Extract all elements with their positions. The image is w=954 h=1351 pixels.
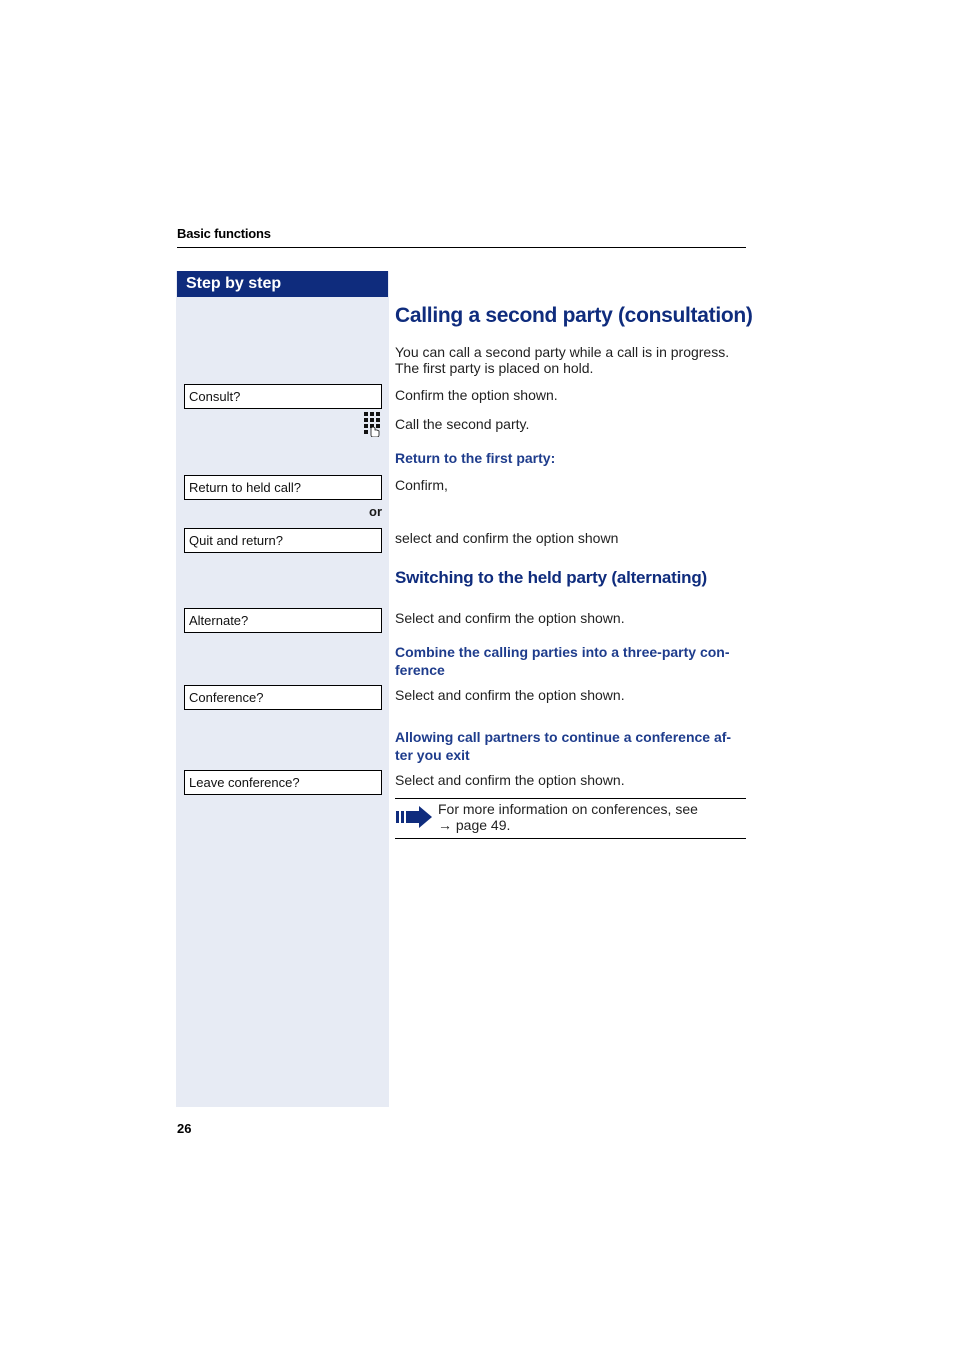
or-label: or <box>369 504 382 519</box>
return-heading: Return to the first party: <box>395 450 556 466</box>
option-alternate[interactable]: Alternate? <box>184 608 382 633</box>
note-arrow-icon <box>395 806 433 828</box>
option-leave-conference[interactable]: Leave conference? <box>184 770 382 795</box>
consult-instruction: Confirm the option shown. <box>395 387 558 403</box>
return-instruction: Confirm, <box>395 477 448 493</box>
section-title: Basic functions <box>177 226 271 241</box>
intro-line-1: You can call a second party while a call is in progress. <box>395 344 730 360</box>
allowing-heading-line-1: Allowing call partners to continue a conference af- <box>395 729 732 745</box>
note-text <box>438 801 738 833</box>
page-title: Calling a second party (consultation) <box>395 304 753 327</box>
option-quit-and-return[interactable]: Quit and return? <box>184 528 382 553</box>
keypad-icon <box>363 411 381 437</box>
page-ref-arrow-icon: → <box>438 817 452 833</box>
note-line-2 <box>438 817 738 833</box>
quit-return-instruction: select and confirm the option shown <box>395 530 619 546</box>
step-by-step-header: Step by step <box>177 271 388 297</box>
leave-instruction: Select and confirm the option shown. <box>395 772 625 788</box>
note-top-rule <box>395 798 746 799</box>
note-bottom-rule <box>395 838 746 839</box>
header-rule <box>177 247 746 248</box>
intro-line-2: The first party is placed on hold. <box>395 360 594 376</box>
allowing-heading-line-2: ter you exit <box>395 747 470 763</box>
combine-heading-line-2: ference <box>395 662 445 678</box>
combine-heading-line-1: Combine the calling parties into a three-party con- <box>395 644 730 660</box>
option-return-to-held-call[interactable]: Return to held call? <box>184 475 382 500</box>
option-conference[interactable]: Conference? <box>184 685 382 710</box>
note-line-1: For more information on conferences, see <box>438 801 698 817</box>
alternating-title: Switching to the held party (alternating) <box>395 568 707 587</box>
option-consult[interactable]: Consult? <box>184 384 382 409</box>
page-number: 26 <box>177 1121 192 1136</box>
alternate-instruction: Select and confirm the option shown. <box>395 610 625 626</box>
call-second-instruction: Call the second party. <box>395 416 530 432</box>
conference-instruction: Select and confirm the option shown. <box>395 687 625 703</box>
page-ref-link[interactable]: page 49. <box>455 817 511 833</box>
